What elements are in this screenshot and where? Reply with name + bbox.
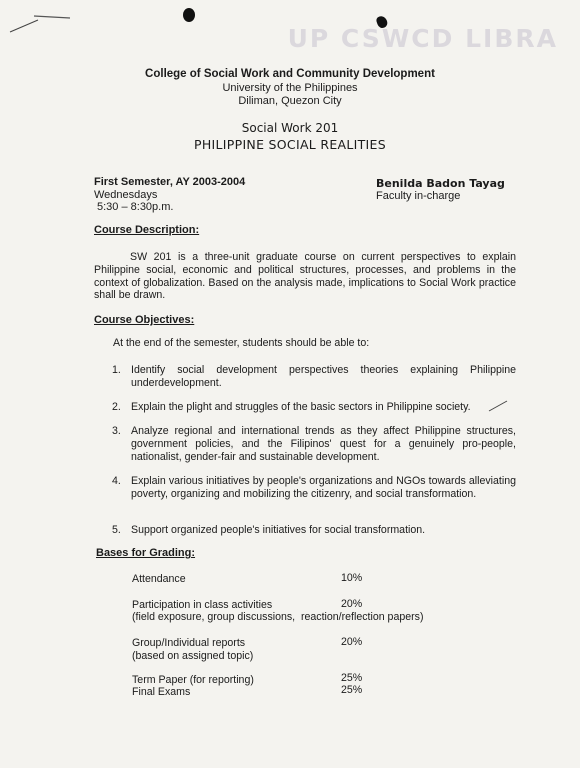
course-title: PHILIPPINE SOCIAL REALITIES: [194, 137, 386, 152]
objective-text: Support organized people's initiatives for social transformation.: [131, 524, 426, 536]
description-heading: Course Description:: [94, 224, 200, 236]
university-name: University of the Philippines: [222, 82, 358, 94]
objective-text: Explain various initiatives by people's organizations and NGOs towards alleviating poverty, organizing and mobilizing the citizenry, and social transformation.: [131, 475, 516, 500]
course-code: Social Work 201: [241, 121, 339, 135]
class-time: 5:30 – 8:30p.m.: [97, 201, 174, 213]
faculty-name: Benilda Badon Tayag: [376, 177, 505, 190]
objective-number: 2.: [112, 401, 121, 413]
grade-item-label: Participation in class activities: [132, 599, 273, 611]
punch-hole: [183, 8, 195, 22]
grade-item-note: (based on assigned topic): [132, 650, 254, 662]
objectives-lead: At the end of the semester, students should be able to:: [113, 337, 370, 349]
grade-item-percent: 20%: [341, 598, 363, 610]
location: Diliman, Quezon City: [238, 95, 342, 107]
grade-item-percent: 25%: [341, 672, 363, 684]
grade-item-label: Group/Individual reports: [132, 637, 246, 649]
check-mark-icon: [487, 399, 511, 413]
objective-number: 4.: [112, 475, 121, 487]
faculty-role: Faculty in-charge: [376, 190, 461, 202]
grade-item-label: Final Exams: [132, 686, 191, 698]
objective-number: 1.: [112, 364, 121, 376]
grade-item-note: (field exposure, group discussions, reaction/reflection papers): [132, 611, 424, 623]
grade-item-label: Term Paper (for reporting): [132, 674, 254, 686]
library-stamp: UP CSWCD LIBRA: [287, 24, 558, 53]
description-text: SW 201 is a three-unit graduate course on current perspectives to explain Philippine social, economic and political structures, processes, and problems in the context of globalization. Based on the analysis made, implications to Social Work practice shall be drawn.: [94, 251, 516, 302]
grading-heading: Bases for Grading:: [96, 547, 196, 559]
objective-text: Analyze regional and international trends as they affect Philippine structures, government policies, and the Filipinos' quest for a genuinely pro-people, nationalist, gender-fair and sustainable development.: [131, 425, 516, 463]
objective-text: Explain the plight and struggles of the basic sectors in Philippine society.: [131, 401, 471, 413]
class-day: Wednesdays: [94, 189, 158, 201]
semester: First Semester, AY 2003-2004: [94, 176, 246, 188]
college-name: College of Social Work and Community Development: [145, 68, 435, 80]
objective-number: 5.: [112, 524, 121, 536]
objective-number: 3.: [112, 425, 121, 437]
grade-item-percent: 25%: [341, 684, 363, 696]
grade-item-percent: 20%: [341, 636, 363, 648]
objective-text: Identify social development perspectives theories explaining Philippine underdevelopment.: [131, 364, 516, 389]
grade-item-percent: 10%: [341, 572, 363, 584]
grade-item-label: Attendance: [132, 573, 186, 585]
pen-mark-icon: [8, 12, 78, 36]
objectives-heading: Course Objectives:: [94, 314, 195, 326]
